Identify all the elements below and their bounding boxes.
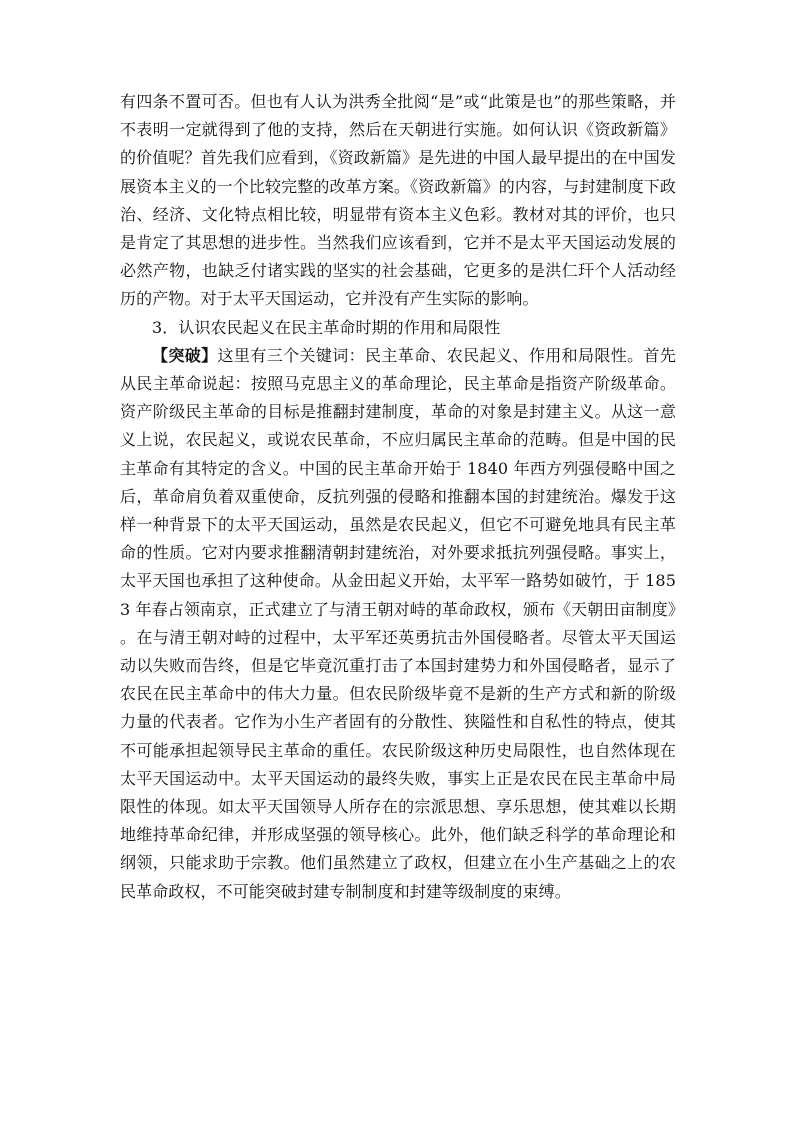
breakthrough-text: 这里有三个关键词：民主革命、农民起义、作用和局限性。首先从民主革命说起：按照马克思主义的革命理论，民主革命是指资产阶级革命。资产阶级民主革命的目标是推翻封建制度，革命的对象是封建主义。从这一意义上说，农民起义，或说农民革命，不应归属民主革命的范畴。但是中国的民主革命有其特定的含义。中国的民主革命开始于 1840 年西方列强侵略中国之后，革命肩负着双重使命，反抗列强的侵略和推翻本国的封建统治。爆发于这样一种背景下的太平天国运动，虽然是农民起义，但它不可避免地具有民主革命的性质。它对内要求推翻清朝封建统治，对外要求抵抗列强侵略。事实上，太平天国也承担了这种使命。从金田起义开始，太平军一路势如破竹，于 1853 年春占领南京，正式建立了与清王朝对峙的革命政权，颁布《天朝田亩制度》。在与清王朝对峙的过程中，太平军还英勇抗击外国侵略者。尽管太平天国运动以失败而告终，但是它毕竟沉重打击了本国封建势力和外国侵略者，显示了农民在民主革命中的伟大力量。但农民阶级毕竟不是新的生产方式和新的阶级力量的代表者。它作为小生产者固有的分散性、狭隘性和自私性的特点，使其不可能承担起领导民主革命的重任。农民阶级这种历史局限性，也自然体现在太平天国运动中。太平天国运动的最终失败，事实上正是农民在民主革命中局限性的体现。如太平天国领导人所存在的宗派思想、享乐思想，使其难以长期地维持革命纪律，并形成坚强的领导核心。此外，他们缺乏科学的革命理论和纲领，只能求助于宗教。他们虽然建立了政权，但建立在小生产基础之上的农民革命政权，不可能突破封建专制制度和封建等级制度的束缚。	[120, 345, 676, 901]
document-body	[120, 88, 676, 906]
paragraph-breakthrough	[120, 342, 676, 906]
breakthrough-tag: 【突破】	[152, 345, 218, 365]
paragraph-zizheng-xinpian: 有四条不置可否。但也有人认为洪秀全批阅“是”或“此策是也”的那些策略，并不表明一定就得到了他的支持，然后在天朝进行实施。如何认识《资政新篇》的价值呢？首先我们应看到，《资政新篇》是先进的中国人最早提出的在中国发展资本主义的一个比较完整的改革方案。《资政新篇》的内容，与封建制度下政治、经济、文化特点相比较，明显带有资本主义色彩。教材对其的评价，也只是肯定了其思想的进步性。当然我们应该看到，它并不是太平天国运动发展的必然产物，也缺乏付诸实践的坚实的社会基础，它更多的是洪仁玕个人活动经历的产物。对于太平天国运动，它并没有产生实际的影响。	[120, 92, 676, 309]
section-heading: 3．认识农民起义在民主革命时期的作用和局限性	[152, 317, 501, 337]
